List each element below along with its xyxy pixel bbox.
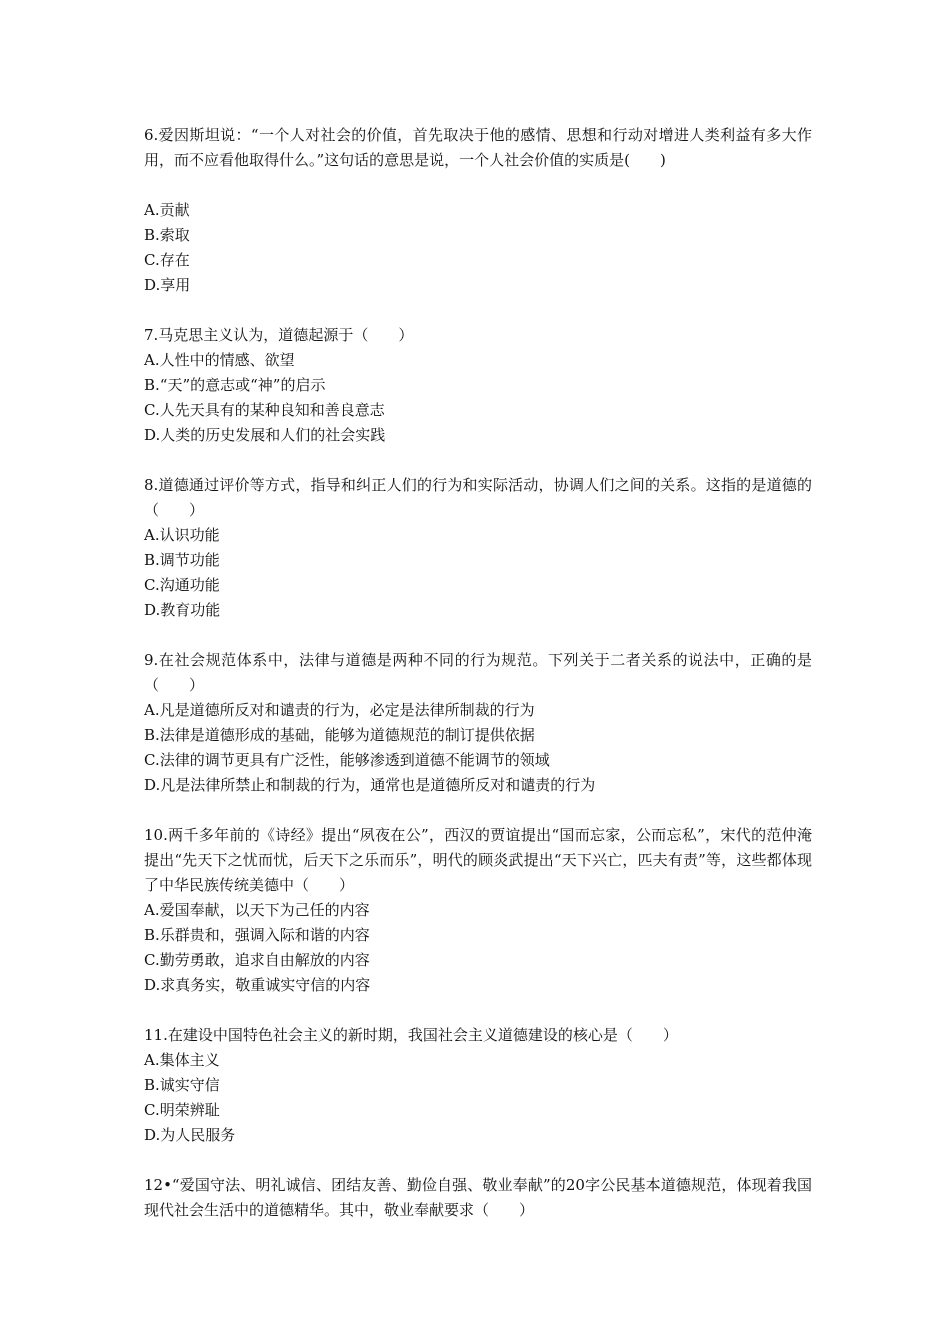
option-d: D.教育功能: [144, 601, 221, 619]
option-b: B.乐群贵和，强调入际和谐的内容: [144, 926, 370, 944]
document-page: [144, 123, 812, 1223]
option-c: C.勤劳勇敢，追求自由解放的内容: [144, 951, 370, 969]
question-stem: 9.在社会规范体系中，法律与道德是两种不同的行为规范。下列关于二者关系的说法中，正确的是（ ）: [144, 651, 812, 694]
option-a: A.认识功能: [144, 526, 220, 544]
option-b: B.“天”的意志或“神”的启示: [144, 376, 326, 394]
option-a: A.爱国奉献，以天下为己任的内容: [144, 901, 370, 919]
spacer: [144, 448, 812, 473]
option-d: D.享用: [144, 276, 191, 294]
question-stem: 7.马克思主义认为，道德起源于（ ）: [144, 326, 414, 344]
option-c: C.人先天具有的某种良知和善良意志: [144, 401, 385, 419]
question-9: [144, 648, 812, 798]
question-10: [144, 823, 812, 998]
option-d: D.人类的历史发展和人们的社会实践: [144, 426, 386, 444]
spacer: [144, 623, 812, 648]
question-8: [144, 473, 812, 623]
question-stem: 12•“爱国守法、明礼诚信、团结友善、勤俭自强、敬业奉献”的20字公民基本道德规范，体现着我国现代社会生活中的道德精华。其中，敬业奉献要求（ ）: [144, 1176, 812, 1219]
spacer: [144, 298, 812, 323]
question-6: [144, 123, 812, 298]
option-c: C.沟通功能: [144, 576, 220, 594]
option-a: A.人性中的情感、欲望: [144, 351, 295, 369]
question-stem: 10.两千多年前的《诗经》提出“夙夜在公”，西汉的贾谊提出“国而忘家，公而忘私”，宋代的范仲淹提出“先天下之忧而忧，后天下之乐而乐”，明代的顾炎武提出“天下兴亡，匹夫有责”等，这些都体现了中华民族传统美德中（ ）: [144, 826, 812, 894]
question-11: [144, 1023, 812, 1148]
option-b: B.调节功能: [144, 551, 220, 569]
question-stem: 11.在建设中国特色社会主义的新时期，我国社会主义道德建设的核心是（ ）: [144, 1026, 678, 1044]
spacer: [144, 998, 812, 1023]
option-b: B.索取: [144, 226, 190, 244]
option-c: C.法律的调节更具有广泛性，能够渗透到道德不能调节的领域: [144, 751, 550, 769]
spacer: [144, 1148, 812, 1173]
option-d: D.为人民服务: [144, 1126, 236, 1144]
question-stem: 8.道德通过评价等方式，指导和纠正人们的行为和实际活动，协调人们之间的关系。这指的是道德的（ ）: [144, 476, 812, 519]
option-a: A.贡献: [144, 201, 190, 219]
option-c: C.存在: [144, 251, 190, 269]
spacer: [144, 798, 812, 823]
option-b: B.诚实守信: [144, 1076, 220, 1094]
option-a: A.凡是道德所反对和谴责的行为，必定是法律所制裁的行为: [144, 701, 535, 719]
option-d: D.凡是法律所禁止和制裁的行为，通常也是道德所反对和谴责的行为: [144, 776, 596, 794]
question-7: [144, 323, 812, 448]
option-b: B.法律是道德形成的基础，能够为道德规范的制订提供依据: [144, 726, 535, 744]
option-c: C.明荣辨耻: [144, 1101, 220, 1119]
option-d: D.求真务实，敬重诚实守信的内容: [144, 976, 371, 994]
question-12: [144, 1173, 812, 1223]
question-stem: 6.爱因斯坦说：“一个人对社会的价值，首先取决于他的感情、思想和行动对增进人类利益有多大作用，而不应看他取得什么。”这句话的意思是说，一个人社会价值的实质是( ): [144, 126, 812, 169]
option-a: A.集体主义: [144, 1051, 220, 1069]
